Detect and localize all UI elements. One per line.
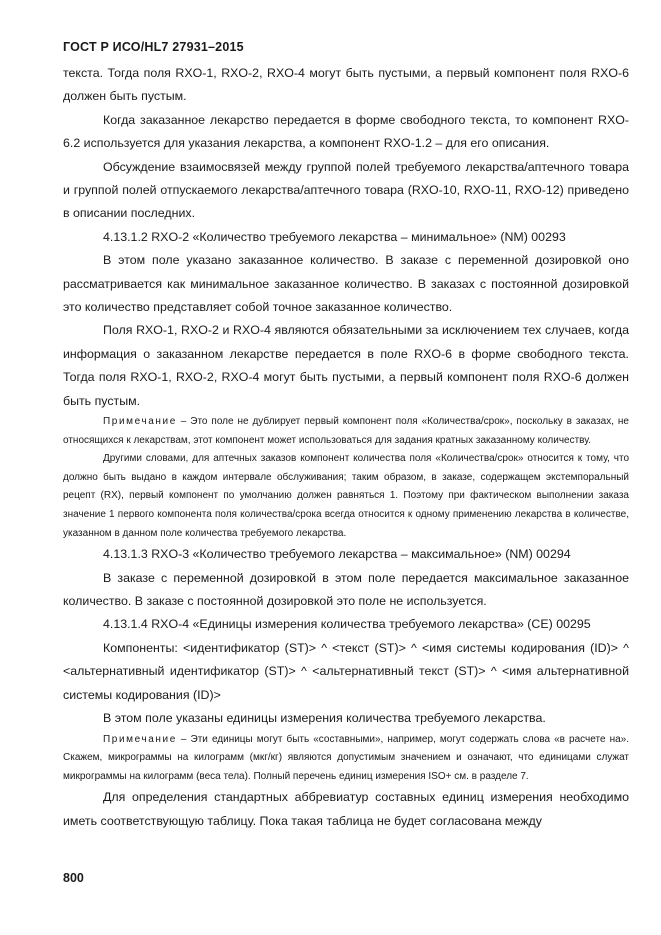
note-text: – Это поле не дублирует первый компонент поля «Количества/срок», поскольку в заказах, не относящихся к лекарствам, этот компонент может использоваться для задания кратных заказанному количеству. <box>63 416 629 446</box>
paragraph: Поля RXO-1, RXO-2 и RXO-4 являются обязательными за исключением тех случаев, когда информация о заказанном лекарстве передается в поле RXO-6 в форме свободного текста. Тогда поля RXO-1, RXO-2, RXO-4 могут быть пустыми, а первый компонент поля RXO-6 должен быть пустым. <box>63 323 629 408</box>
document-body <box>63 62 629 833</box>
paragraph: текста. Тогда поля RXO-1, RXO-2, RXO-4 могут быть пустыми, а первый компонент поля RXO-6 должен быть пустым. <box>63 66 629 104</box>
document-header: ГОСТ Р ИСО/HL7 27931–2015 <box>63 40 244 54</box>
section-heading: 4.13.1.3 RXO-3 «Количество требуемого лекарства – максимальное» (NM) 00294 <box>103 547 571 562</box>
paragraph: В заказе с переменной дозировкой в этом поле передается максимальное заказанное количество. В заказе с постоянной дозировкой это поле не используется. <box>63 570 629 609</box>
section-heading: 4.13.1.4 RXO-4 «Единицы измерения количества требуемого лекарства» (CE) 00295 <box>103 617 591 632</box>
section-heading: 4.13.1.2 RXO-2 «Количество требуемого лекарства – минимальное» (NM) 00293 <box>103 229 566 244</box>
paragraph: Обсуждение взаимосвязей между группой полей требуемого лекарства/аптечного товара и группой полей отпускаемого лекарства/аптечного товара (RXO-10, RXO-11, RXO-12) приведено в описании последних. <box>63 159 629 221</box>
paragraph: Для определения стандартных аббревиатур составных единиц измерения необходимо иметь соответствующую таблицу. Пока такая таблица не будет согласована между <box>63 790 629 828</box>
note <box>63 413 629 450</box>
note-label: Примечание <box>103 733 177 745</box>
paragraph: В этом поле указано заказанное количество. В заказе с переменной дозировкой оно рассматривается как минимальное заказанное количество. В заказах с постоянной дозировкой это количество представляет собой точное заказанное количество. <box>63 253 629 315</box>
note-label: Примечание <box>103 416 177 428</box>
note-continuation: Другими словами, для аптечных заказов компонент количества поля «Количества/срок» относится к тому, что должно быть выдано в каждом интервале обслуживания; таким образом, в заказе, содержащем экстемпоральный рецепт (RX), первый компонент по умолчанию должен равняться 1. Поэтому при фактическом выполнении заказа значение 1 первого компонента поля количества/срока всегда относится к одному применению лекарства в количестве, указанном в данном поле количества требуемого лекарства. <box>63 453 629 539</box>
paragraph: Компоненты: <идентификатор (ST)> ^ <текст (ST)> ^ <имя системы кодирования (ID)> ^ <альтернативный идентификатор (ST)> ^ <альтернативный текст (ST)> ^ <имя альтернативной системы кодирования (ID)> <box>63 640 629 702</box>
note <box>63 731 629 787</box>
paragraph: Когда заказанное лекарство передается в форме свободного текста, то компонент RXO-6.2 используется для указания лекарства, а компонент RXO-1.2 – для его описания. <box>63 112 629 151</box>
page-number: 800 <box>63 871 84 885</box>
note-text: – Эти единицы могут быть «составными», например, могут содержать слова «в расчете на». Скажем, микрограммы на килограмм (мкг/кг) являются допустимым значением и означают, что единицами служат микрограммы на килограмм (веса тела). Полный перечень единиц измерения ISO+ см. в разделе 7. <box>63 733 629 782</box>
paragraph: В этом поле указаны единицы измерения количества требуемого лекарства. <box>103 711 546 726</box>
